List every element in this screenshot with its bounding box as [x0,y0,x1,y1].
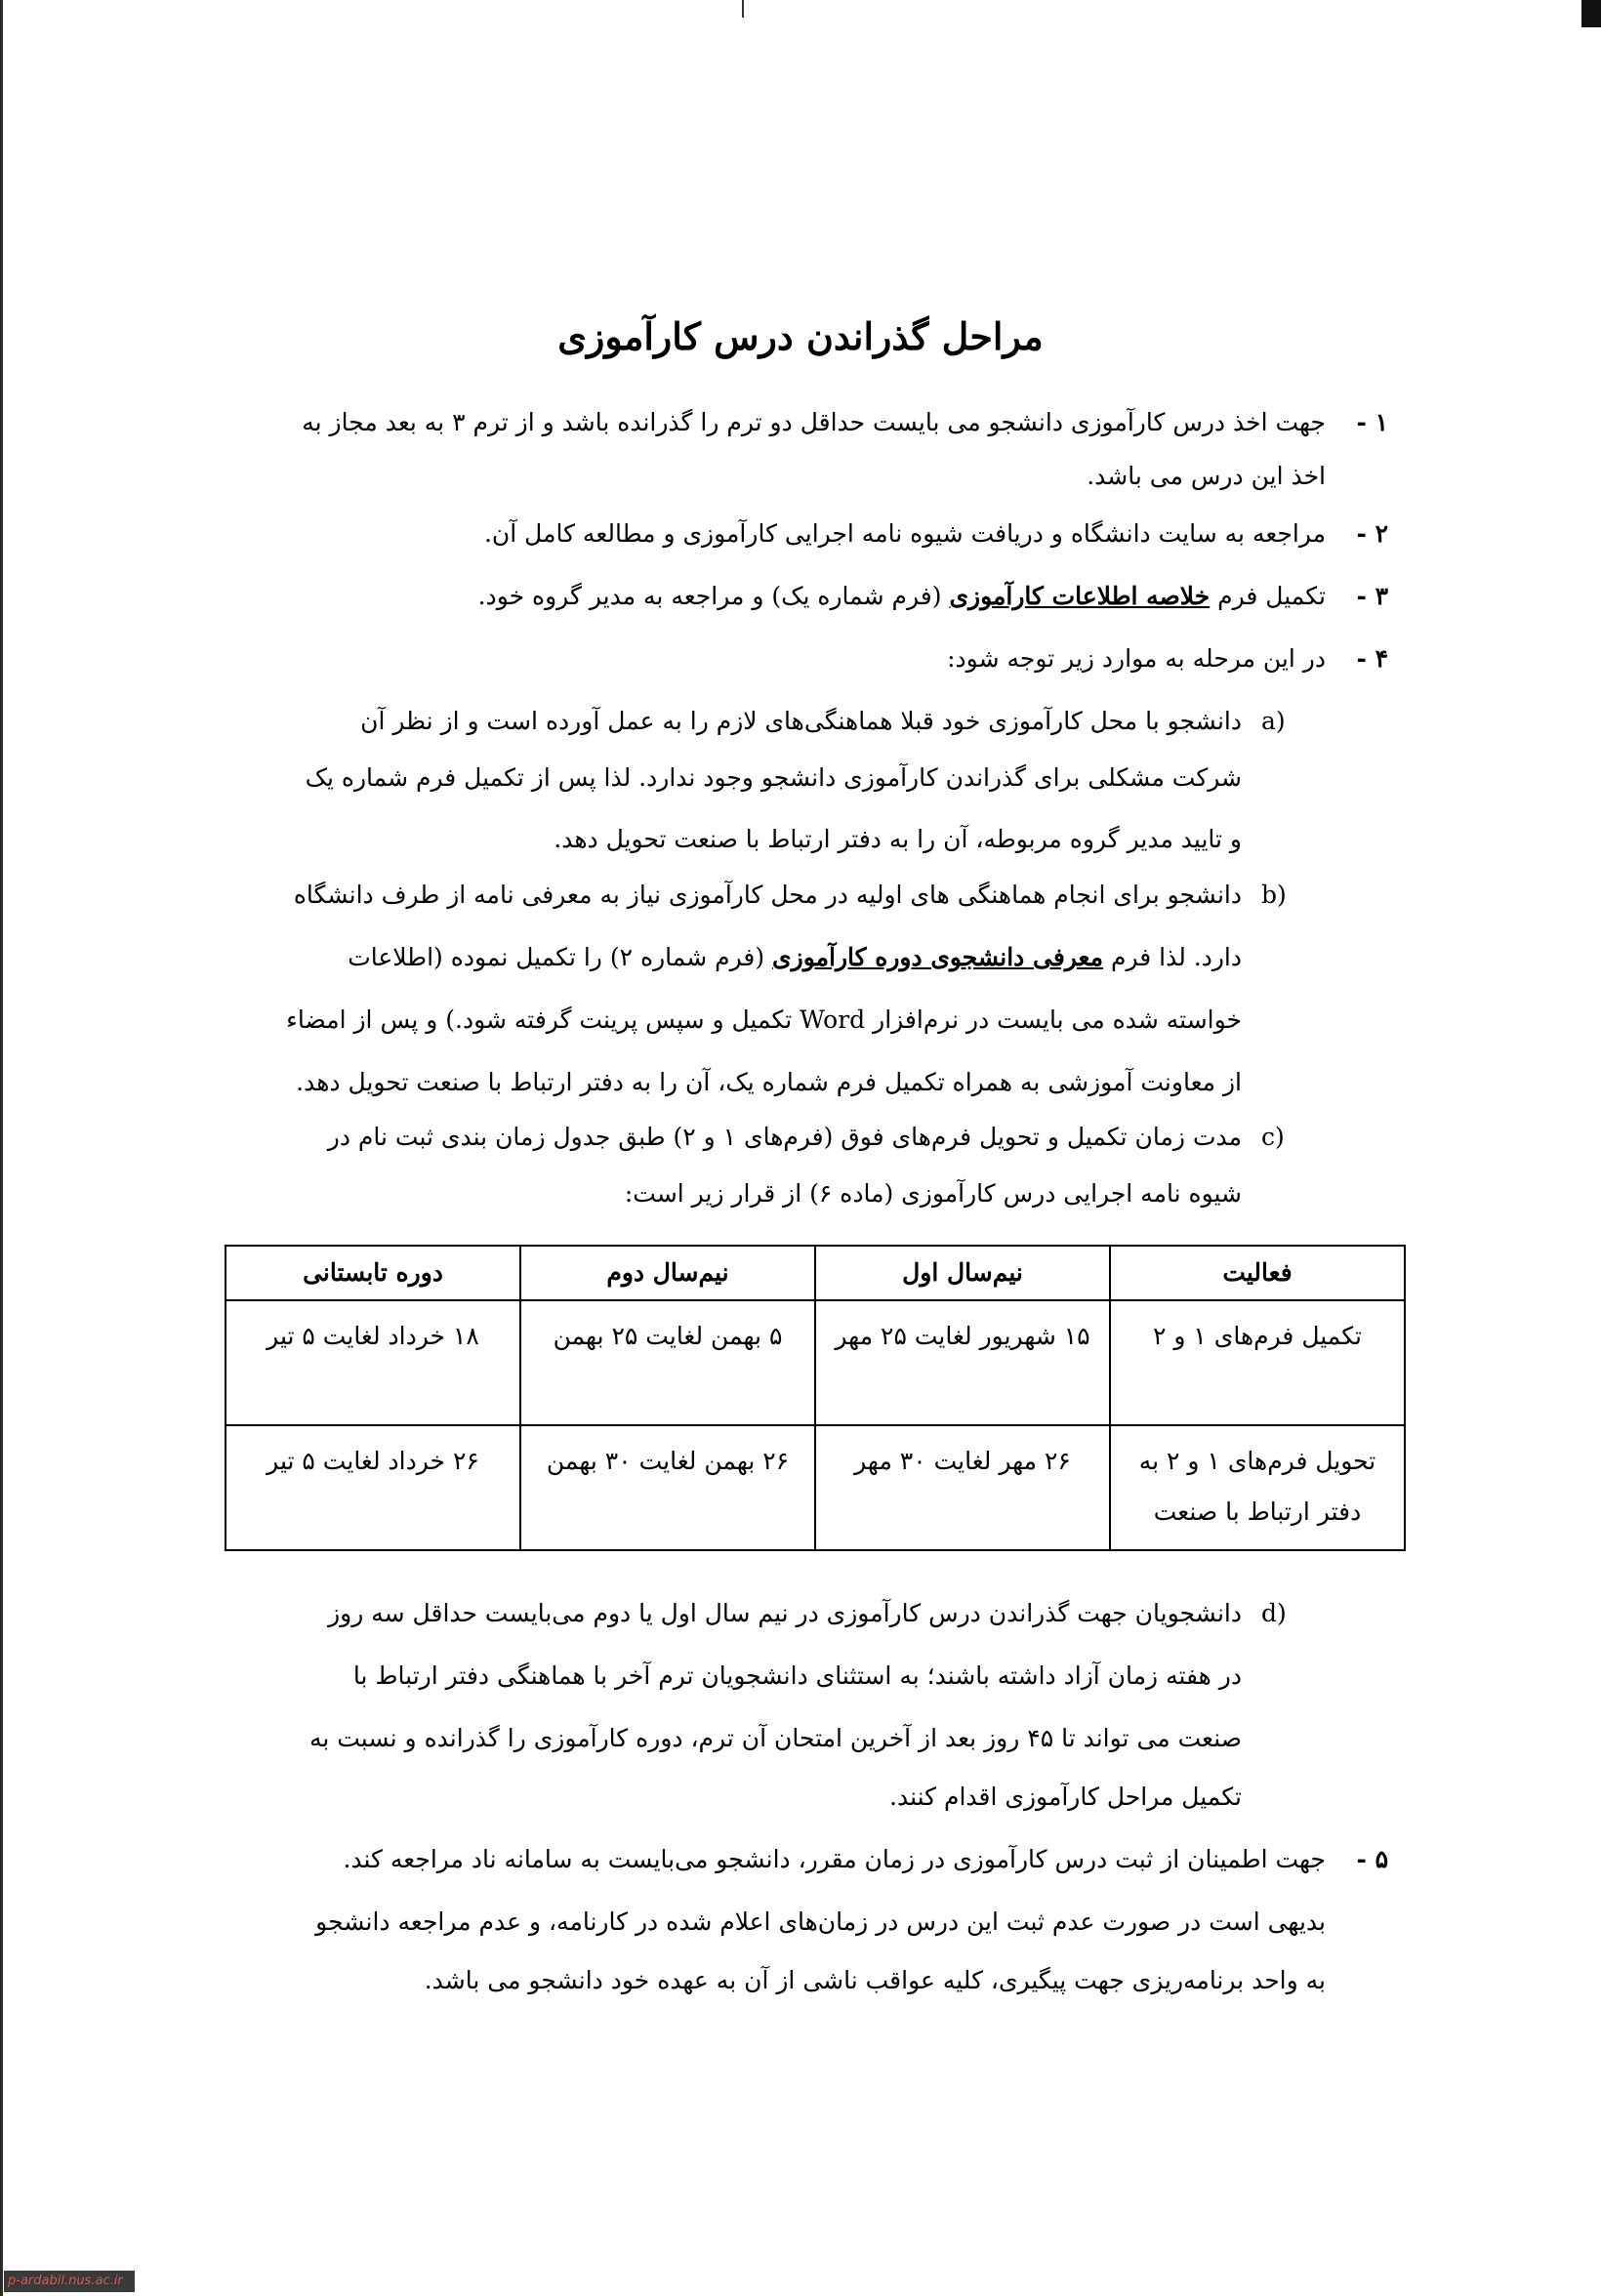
table-cell: تکمیل فرم‌های ۱ و ۲ [1110,1300,1405,1425]
table-cell: تحویل فرم‌های ۱ و ۲ به دفتر ارتباط با صنعت [1110,1425,1405,1550]
sub-c-line-2: شیوه نامه اجرایی درس کارآموزی (ماده ۶) از قرار زیر است: [624,1179,1242,1208]
table-header: نیم‌سال دوم [520,1246,815,1300]
sub-a-line-3: و تایید مدیر گروه مربوطه، آن را به دفتر ارتباط با صنعت تحویل دهد. [554,825,1242,853]
sub-label-c: c) [1261,1123,1285,1151]
sub-b-pre: دارد. لذا فرم [1103,943,1242,971]
item-1-line-1: جهت اخذ درس کارآموزی دانشجو می بایست حداقل دو ترم را گذرانده باشد و از ترم ۳ به بعد مجاز به [302,408,1326,436]
item-3-post: (فرم شماره یک) و مراجعه به مدیر گروه خود. [477,582,950,610]
sub-d-line-1: دانشجویان جهت گذراندن درس کارآموزی در نیم سال اول یا دوم می‌بایست حداقل سه روز [328,1599,1242,1627]
form-1-name: خلاصه اطلاعات کارآموزی [949,582,1211,610]
item-number: ۴ - [1356,644,1388,673]
item-5-line-2: بدیهی است در صورت عدم ثبت این درس در زمان‌های اعلام شده در کارنامه، و عدم مراجعه دانشجو [315,1907,1326,1936]
sub-d-line-2: در هفته زمان آزاد داشته باشند؛ به استثنای دانشجویان ترم آخر با هماهنگی دفتر ارتباط با [352,1661,1242,1690]
item-number: ۲ - [1356,519,1388,548]
form-2-name: معرفی دانشجوی دوره کارآموزی [772,943,1104,971]
table-header: فعالیت [1110,1246,1405,1300]
scan-corner [1581,0,1601,27]
table-cell: ۲۶ مهر لغایت ۳۰ مهر [815,1425,1110,1550]
scan-edge [0,0,3,2296]
table-header: دوره تابستانی [226,1246,520,1300]
sub-a-line-2: شرکت مشکلی برای گذراندن کارآموزی دانشجو وجود ندارد. لذا پس از تکمیل فرم شماره یک [305,763,1242,792]
item-3-line-1 [478,582,1326,610]
item-1-line-2: اخذ این درس می باشد. [1087,462,1326,490]
item-number: ۱ - [1356,408,1388,436]
sub-b-post: (فرم شماره ۲) را تکمیل نموده (اطلاعات [348,943,773,971]
item-number: ۵ - [1356,1845,1388,1873]
table-cell: ۵ بهمن لغایت ۲۵ بهمن [520,1300,815,1425]
item-5-line-1: جهت اطمینان از ثبت درس کارآموزی در زمان مقرر، دانشجو می‌بایست به سامانه ناد مراجعه کند. [343,1845,1326,1873]
sub-label-a: a) [1261,707,1286,735]
table-cell: ۱۵ شهریور لغایت ۲۵ مهر [815,1300,1110,1425]
sub-b-line-3: خواسته شده می بایست در نرم‌افزار Word تکمیل و سپس پرینت گرفته شود.) و پس از امضاء [286,1005,1242,1034]
table-cell: ۱۸ خرداد لغایت ۵ تیر [226,1300,520,1425]
item-4-line-1: در این مرحله به موارد زیر توجه شود: [947,644,1326,673]
scan-mark [742,0,744,18]
table-row [226,1300,1405,1425]
site-watermark: p-ardabil.nus.ac.ir [4,2271,135,2292]
sub-d-line-3: صنعت می تواند تا ۴۵ روز بعد از آخرین امتحان آن ترم، دوره کارآموزی را گذرانده و نسبت به [308,1724,1242,1752]
sub-label-d: d) [1261,1599,1287,1627]
sub-a-line-1: دانشجو با محل کارآموزی خود قبلا هماهنگی‌های لازم را به عمل آورده است و از نظر آن [360,707,1242,735]
sub-label-b: b) [1261,881,1287,909]
schedule-table [225,1245,1406,1551]
item-3-pre: تکمیل فرم [1210,582,1326,610]
sub-b-line-1: دانشجو برای انجام هماهنگی های اولیه در محل کارآموزی نیاز به معرفی نامه از طرف دانشگاه [293,881,1242,909]
sub-b-line-2 [348,943,1242,971]
table-cell: ۲۶ خرداد لغایت ۵ تیر [226,1425,520,1550]
sub-c-line-1: مدت زمان تکمیل و تحویل فرم‌های فوق (فرم‌های ۱ و ۲) طبق جدول زمان بندی ثبت نام در [327,1123,1242,1151]
sub-d-line-4: تکمیل مراحل کارآموزی اقدام کنند. [889,1783,1242,1811]
table-cell: ۲۶ بهمن لغایت ۳۰ بهمن [520,1425,815,1550]
sub-b-line-4: از معاونت آموزشی به همراه تکمیل فرم شماره یک، آن را به دفتر ارتباط با صنعت تحویل دهد. [296,1068,1242,1096]
table-header-row [226,1246,1405,1300]
page-title: مراحل گذراندن درس کارآموزی [557,314,1044,358]
table-header: نیم‌سال اول [815,1246,1110,1300]
item-2-line-1: مراجعه به سایت دانشگاه و دریافت شیوه نامه اجرایی کارآموزی و مطالعه کامل آن. [483,519,1326,548]
item-5-line-3: به واحد برنامه‌ریزی جهت پیگیری، کلیه عواقب ناشی از آن به عهده خود دانشجو می باشد. [424,1966,1326,1994]
table-row [226,1425,1405,1550]
item-number: ۳ - [1356,582,1388,610]
